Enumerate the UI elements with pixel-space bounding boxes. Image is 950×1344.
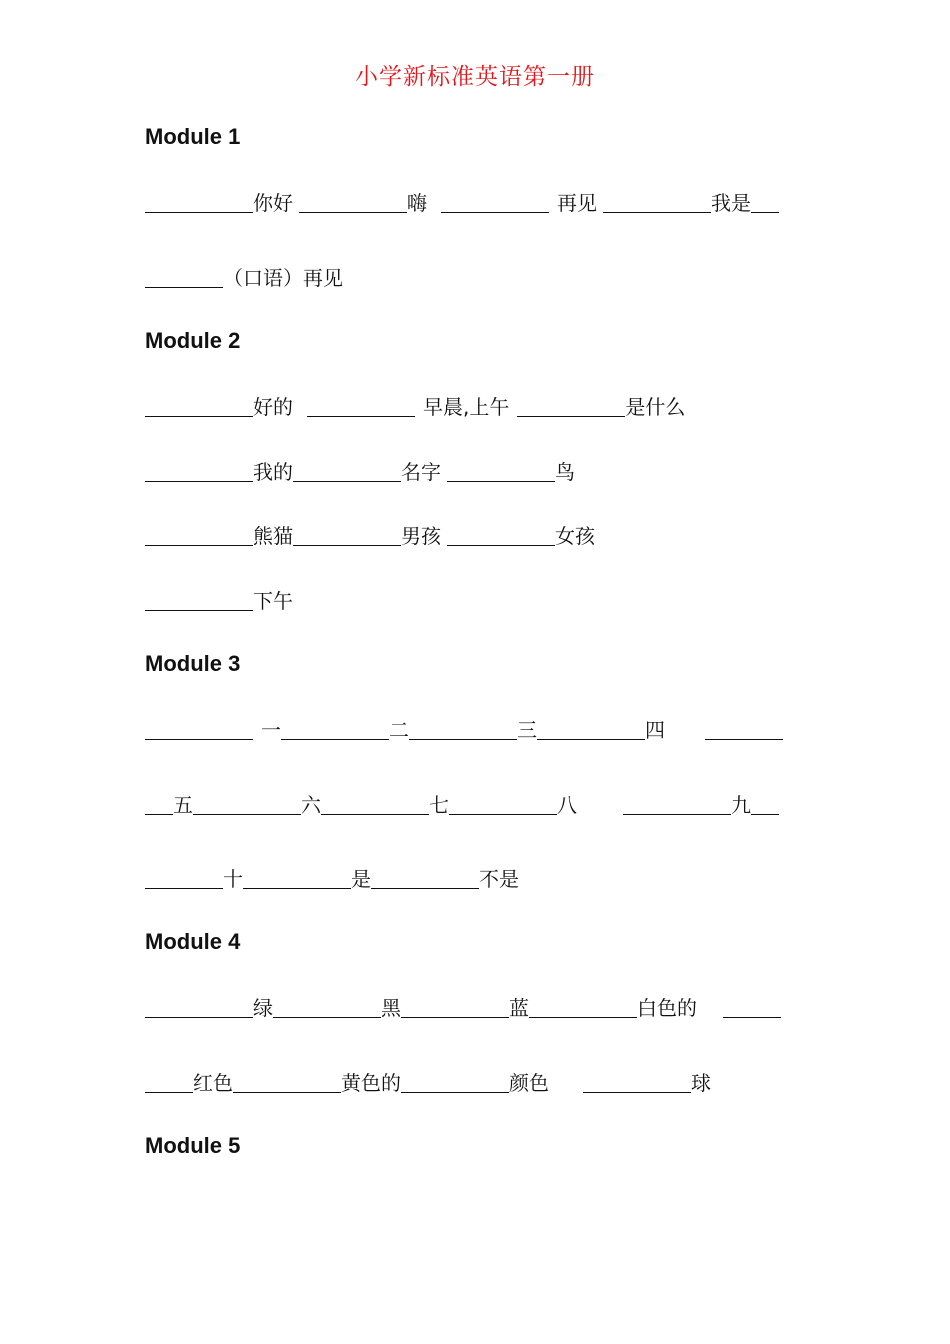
answer-blank[interactable] (751, 794, 779, 815)
answer-blank[interactable] (623, 794, 731, 815)
answer-blank[interactable] (537, 719, 645, 740)
vocab-word: 黑 (381, 996, 401, 1020)
answer-blank[interactable] (145, 997, 253, 1018)
answer-blank[interactable] (447, 525, 555, 546)
vocab-word: 八 (557, 793, 577, 817)
answer-blank[interactable] (145, 1072, 193, 1093)
vocab-line (145, 393, 685, 421)
vocab-word: 红色 (193, 1071, 233, 1095)
answer-blank[interactable] (273, 997, 381, 1018)
answer-blank[interactable] (281, 719, 389, 740)
vocab-word: 是什么 (625, 395, 686, 419)
answer-blank[interactable] (145, 719, 253, 740)
vocab-word: 蓝 (509, 996, 529, 1020)
vocab-word: 我是 (711, 191, 751, 215)
answer-blank[interactable] (409, 719, 517, 740)
answer-blank[interactable] (233, 1072, 341, 1093)
answer-blank[interactable] (321, 794, 429, 815)
vocab-line (145, 189, 779, 217)
answer-blank[interactable] (299, 192, 407, 213)
answer-blank[interactable] (441, 192, 549, 213)
vocab-word: 好的 (253, 395, 293, 419)
vocab-word: 鸟 (555, 460, 575, 484)
vocab-word: 颜色 (509, 1071, 549, 1095)
module-heading: Module 1 (145, 124, 241, 149)
answer-blank[interactable] (449, 794, 557, 815)
vocab-word: 九 (731, 793, 751, 817)
vocab-word: 熊猫 (253, 524, 293, 548)
module-heading: Module 2 (145, 328, 241, 353)
answer-blank[interactable] (145, 590, 253, 611)
module-heading: Module 3 (145, 651, 241, 676)
answer-blank[interactable] (401, 1072, 509, 1093)
vocab-word: 名字 (401, 460, 441, 484)
vocab-word: 球 (691, 1071, 711, 1095)
answer-blank[interactable] (193, 794, 301, 815)
answer-blank[interactable] (145, 267, 223, 288)
vocab-word: 绿 (253, 996, 273, 1020)
vocab-line (145, 994, 781, 1022)
vocab-line (145, 264, 343, 292)
answer-blank[interactable] (401, 997, 509, 1018)
answer-blank[interactable] (517, 396, 625, 417)
vocab-word: （口语）再见 (223, 266, 343, 290)
answer-blank[interactable] (307, 396, 415, 417)
vocab-word: 再见 (557, 191, 597, 215)
answer-blank[interactable] (293, 461, 401, 482)
document-title: 小学新标准英语第一册 (355, 64, 595, 90)
vocab-word: 早晨,上午 (423, 395, 510, 419)
answer-blank[interactable] (705, 719, 783, 740)
vocab-word: 二 (389, 718, 409, 742)
vocab-word: 六 (301, 793, 321, 817)
module-heading: Module 4 (145, 929, 241, 954)
answer-blank[interactable] (371, 868, 479, 889)
vocab-word: 你好 (253, 191, 293, 215)
vocab-line (145, 1069, 711, 1097)
vocab-word: 黄色的 (341, 1071, 401, 1095)
vocab-word: 我的 (253, 460, 293, 484)
vocab-word: 七 (429, 793, 449, 817)
vocab-line (145, 458, 575, 486)
vocab-line (145, 587, 293, 615)
vocab-line (145, 791, 779, 819)
answer-blank[interactable] (145, 868, 223, 889)
vocab-word: 下午 (253, 589, 293, 613)
answer-blank[interactable] (583, 1072, 691, 1093)
vocab-line (145, 716, 783, 744)
answer-blank[interactable] (447, 461, 555, 482)
vocab-word: 一 (261, 718, 281, 742)
vocab-word: 十 (223, 867, 243, 891)
answer-blank[interactable] (723, 997, 781, 1018)
vocab-line (145, 522, 595, 550)
vocab-word: 三 (517, 718, 537, 742)
answer-blank[interactable] (751, 192, 779, 213)
answer-blank[interactable] (293, 525, 401, 546)
vocab-word: 男孩 (401, 524, 441, 548)
answer-blank[interactable] (145, 461, 253, 482)
answer-blank[interactable] (145, 525, 253, 546)
vocab-word: 嗨 (407, 191, 427, 215)
vocab-line (145, 865, 519, 893)
vocab-word: 白色的 (637, 996, 697, 1020)
answer-blank[interactable] (529, 997, 637, 1018)
answer-blank[interactable] (145, 192, 253, 213)
answer-blank[interactable] (603, 192, 711, 213)
vocab-word: 是 (351, 867, 371, 891)
answer-blank[interactable] (145, 794, 173, 815)
vocab-word: 五 (173, 793, 193, 817)
module-heading: Module 5 (145, 1133, 241, 1158)
vocab-word: 不是 (479, 867, 519, 891)
vocab-word: 女孩 (555, 524, 595, 548)
answer-blank[interactable] (243, 868, 351, 889)
vocab-word: 四 (645, 718, 665, 742)
answer-blank[interactable] (145, 396, 253, 417)
